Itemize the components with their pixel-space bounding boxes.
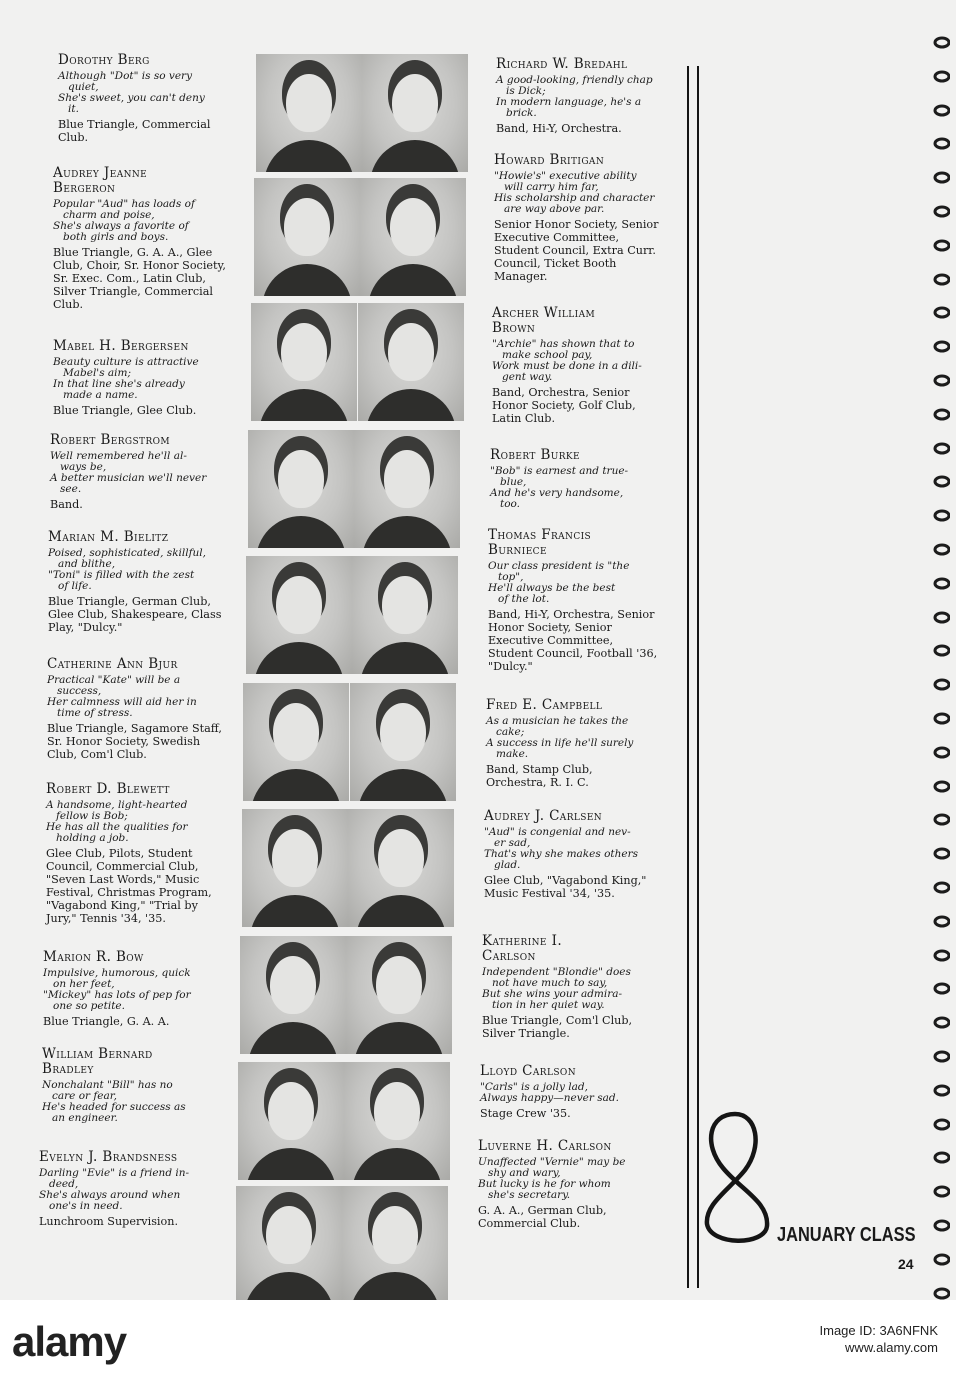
binding-coil (932, 543, 950, 556)
binding-coil (932, 442, 950, 455)
binding-coil (932, 847, 950, 860)
student-activities: Glee Club, Pilots, Student Council, Commercial Club, "Seven Last Words," Music Festival, Christmas Program, "Vagabond King," "Trial by Jury," Tennis '34, '35. (46, 847, 212, 925)
student-name: Archer William Brown (492, 305, 596, 336)
senior-entry (478, 1139, 648, 1230)
student-name: Robert D. Blewett (46, 781, 170, 797)
binding-coil (932, 1151, 950, 1164)
student-verse: A good-looking, friendly chap is Dick; In modern language, he's a brick. (496, 74, 653, 119)
page-number: 24 (898, 1256, 914, 1272)
binding-coil (932, 306, 950, 319)
binding-coil (932, 104, 950, 117)
student-activities: Band, Orchestra, Senior Honor Society, Golf Club, Latin Club. (492, 386, 636, 425)
student-activities: Senior Honor Society, Senior Executive Committee, Student Council, Extra Curr. Council, Ticket Booth Manager. (494, 218, 659, 283)
binding-coil (932, 70, 950, 83)
student-verse: "Archie" has shown that to make school pay, Work must be done in a dili- gent way. (492, 338, 642, 383)
student-activities: Lunchroom Supervision. (39, 1215, 179, 1228)
student-name: Mabel H. Bergersen (53, 338, 189, 354)
student-verse: Darling "Evie" is a friend in- deed, She's always around when one's in need. (39, 1167, 190, 1212)
student-activities: G. A. A., German Club, Commercial Club. (478, 1204, 607, 1230)
portrait-photo (248, 430, 354, 548)
binding-coil (932, 611, 950, 624)
student-name: Katherine I. Carlson (482, 933, 563, 964)
portrait-photo (362, 54, 468, 172)
watermark-logo: alamy (12, 1318, 127, 1365)
student-activities: Band. (50, 498, 83, 511)
student-activities: Band, Hi-Y, Orchestra, Senior Honor Society, Senior Executive Committee, Student Council, Football '36, "Dulcy." (488, 608, 658, 673)
numeral-eight-graphic (695, 1108, 775, 1248)
portrait-photo (350, 683, 456, 801)
student-activities: Band, Stamp Club, Orchestra, R. I. C. (486, 763, 593, 789)
portrait-photo (348, 809, 454, 927)
student-verse: Well remembered he'll al- ways be, A better musician we'll never see. (50, 450, 207, 495)
student-verse: Unaffected "Vernie" may be shy and wary, But lucky is he for whom she's secretary. (478, 1156, 626, 1201)
portrait-photo (344, 1062, 450, 1180)
binding-coil (932, 1219, 950, 1232)
senior-entry (496, 57, 666, 135)
student-verse: Poised, sophisticated, skillful, and blithe, "Toni" is filled with the zest of life. (48, 547, 206, 592)
student-verse: Popular "Aud" has loads of charm and poise, She's always a favorite of both girls and boys. (53, 198, 195, 243)
student-verse: As a musician he takes the cake; A success in life he'll surely make. (486, 715, 634, 760)
student-name: Marion R. Bow (43, 949, 144, 965)
student-activities: Stage Crew '35. (480, 1107, 571, 1120)
binding-coil (932, 239, 950, 252)
student-verse: Although "Dot" is so very quiet, She's sweet, you can't deny it. (58, 70, 205, 115)
binding-coil (932, 881, 950, 894)
binding-coil (932, 712, 950, 725)
student-name: Robert Burke (490, 447, 581, 463)
student-name: Robert Bergstrom (50, 432, 171, 448)
student-activities: Blue Triangle, Commercial Club. (58, 118, 211, 144)
student-activities: Blue Triangle, Com'l Club, Silver Triangle. (482, 1014, 633, 1040)
senior-entry (47, 657, 225, 761)
student-verse: "Bob" is earnest and true- blue, And he's very handsome, too. (490, 465, 629, 510)
portrait-photo (254, 178, 360, 296)
binding-coil (932, 36, 950, 49)
binding-coil (932, 813, 950, 826)
vertical-rule-right (697, 66, 699, 1288)
student-verse: Impulsive, humorous, quick on her feet, "Mickey" has lots of pep for one so petite. (43, 967, 191, 1012)
binding-coil (932, 746, 950, 759)
student-name: Richard W. Bredahl (496, 56, 628, 72)
student-activities: Blue Triangle, G. A. A., Glee Club, Choir, Sr. Honor Society, Sr. Exec. Com., Latin Club, Silver Triangle, Commercial Club. (53, 246, 226, 311)
binding-coil (932, 340, 950, 353)
senior-entry (58, 53, 228, 144)
binding-coil (932, 644, 950, 657)
portrait-photo (360, 178, 466, 296)
student-activities: Glee Club, "Vagabond King," Music Festival '34, '35. (484, 874, 647, 900)
student-verse: "Howie's" executive ability will carry him far, His scholarship and character are way above par. (494, 170, 655, 215)
portrait-photo (242, 809, 348, 927)
student-name: Audrey Jeanne Bergeron (53, 165, 148, 196)
watermark-info (820, 1322, 939, 1356)
student-activities: Blue Triangle, Glee Club. (53, 404, 197, 417)
student-name: Audrey J. Carlsen (484, 808, 603, 824)
senior-entry (50, 433, 226, 511)
binding-coil (932, 678, 950, 691)
portrait-photo (246, 556, 352, 674)
student-name: Dorothy Berg (58, 52, 150, 68)
portrait-photo (251, 303, 357, 421)
portrait-photo (256, 54, 362, 172)
student-name: Evelyn J. Brandsness (39, 1149, 178, 1165)
binding-coil (932, 137, 950, 150)
binding-coil (932, 1287, 950, 1300)
student-name: Lloyd Carlson (480, 1063, 576, 1079)
portrait-photo (342, 1186, 448, 1300)
binding-coil (932, 408, 950, 421)
site-url: www.alamy.com (845, 1340, 938, 1355)
senior-entry (494, 153, 664, 283)
binding-coil (932, 205, 950, 218)
portrait-photo (240, 936, 346, 1054)
senior-entry (46, 782, 224, 925)
senior-entry (488, 528, 658, 673)
senior-entry (43, 950, 221, 1028)
student-activities: Blue Triangle, German Club, Glee Club, Shakespeare, Class Play, "Dulcy." (48, 595, 222, 634)
portrait-photo (354, 430, 460, 548)
portrait-photo (346, 936, 452, 1054)
student-name: Howard Britigan (494, 152, 605, 168)
portrait-photo (358, 303, 464, 421)
binding-coil (932, 1050, 950, 1063)
senior-entry (42, 1047, 218, 1127)
portrait-photo (236, 1186, 342, 1300)
senior-entry (490, 448, 660, 513)
binding-coil (932, 1016, 950, 1029)
binding-coil (932, 1118, 950, 1131)
portrait-photo (243, 683, 349, 801)
student-verse: "Carls" is a jolly lad, Always happy—never sad. (480, 1081, 619, 1104)
binding-coil (932, 1084, 950, 1097)
student-verse: Practical "Kate" will be a success, Her calmness will aid her in time of stress. (47, 674, 197, 719)
image-id: Image ID: 3A6NFNK (819, 1323, 938, 1338)
student-verse: Our class president is "the top", He'll always be the best of the lot. (488, 560, 630, 605)
student-verse: Beauty culture is attractive Mabel's aim; In that line she's already made a name. (53, 356, 199, 401)
binding-coil (932, 915, 950, 928)
senior-entry (486, 698, 656, 789)
binding-coil (932, 509, 950, 522)
student-verse: Independent "Blondie" does not have much to say, But she wins your admira- tion in her quiet way. (482, 966, 631, 1011)
binding-coil (932, 577, 950, 590)
senior-entry (484, 809, 654, 900)
student-verse: "Aud" is congenial and nev- er sad, That's why she makes others glad. (484, 826, 639, 871)
student-name: William Bernard Bradley (42, 1046, 153, 1077)
senior-entry (492, 306, 662, 425)
senior-entry (48, 530, 226, 634)
binding-coil (932, 949, 950, 962)
binding-coil (932, 1253, 950, 1266)
senior-entry (480, 1064, 650, 1120)
class-title: JANUARY CLASS (777, 1224, 916, 1246)
senior-entry (482, 934, 652, 1040)
student-activities: Band, Hi-Y, Orchestra. (496, 122, 622, 135)
student-name: Luverne H. Carlson (478, 1138, 612, 1154)
student-verse: A handsome, light-hearted fellow is Bob; He has all the qualities for holding a job. (46, 799, 188, 844)
senior-entry (39, 1150, 217, 1228)
vertical-rule-left (687, 66, 689, 1288)
student-name: Thomas Francis Burniece (488, 527, 592, 558)
student-name: Catherine Ann Bjur (47, 656, 178, 672)
student-name: Marian M. Bielitz (48, 529, 169, 545)
senior-entry (53, 166, 229, 311)
binding-coil (932, 374, 950, 387)
student-activities: Blue Triangle, Sagamore Staff, Sr. Honor Society, Swedish Club, Com'l Club. (47, 722, 222, 761)
student-name: Fred E. Campbell (486, 697, 603, 713)
senior-entry (53, 339, 229, 417)
student-verse: Nonchalant "Bill" has no care or fear, He's headed for success as an engineer. (42, 1079, 186, 1124)
binding-coil (932, 273, 950, 286)
portrait-photo (238, 1062, 344, 1180)
binding-coil (932, 171, 950, 184)
binding-coil (932, 1185, 950, 1198)
binding-coil (932, 475, 950, 488)
binding-coil (932, 780, 950, 793)
student-activities: Blue Triangle, G. A. A. (43, 1015, 170, 1028)
portrait-photo (352, 556, 458, 674)
binding-coil (932, 982, 950, 995)
